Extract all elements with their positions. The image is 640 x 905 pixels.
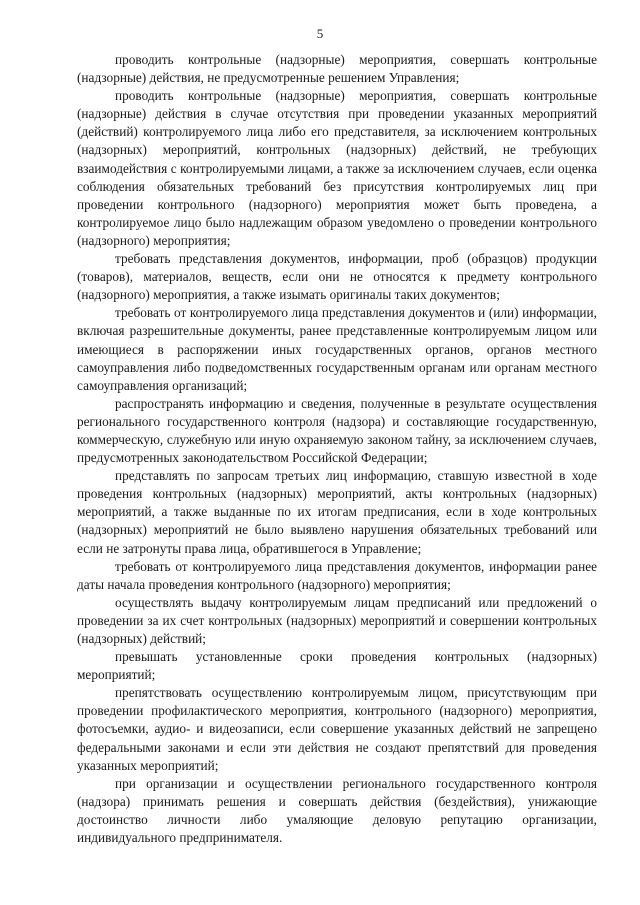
paragraph: требовать представления документов, информации, проб (образцов) продукции (товаров), материалов, веществ, если они не относятся к предмету контрольного (надзорного) мероприятия, а также изымать оригиналы таких документов; bbox=[77, 251, 597, 303]
document-body bbox=[77, 51, 597, 847]
paragraph: проводить контрольные (надзорные) мероприятия, совершать контрольные (надзорные) действия, не предусмотренные решением Управления; bbox=[77, 52, 597, 86]
paragraph: требовать от контролируемого лица представления документов и (или) информации, включая разрешительные документы, ранее представленные контролируемым лицом или имеющиеся в распоряжении иных государственных органов, органов местного самоуправления либо подведомственных государственным органам или органам местного самоуправления организаций; bbox=[77, 305, 597, 393]
paragraph: распространять информацию и сведения, полученные в результате осуществления регионального государственного контроля (надзора) и составляющие государственную, коммерческую, служебную или иную охраняемую законом тайну, за исключением случаев, предусмотренных законодательством Российской Федерации; bbox=[77, 395, 597, 466]
page-number: 5 bbox=[316, 26, 324, 41]
paragraph: при организации и осуществлении регионального государственного контроля (надзора) принимать решения и совершать действия (бездействия), унижающие достоинство личности либо умаляющие деловую репутацию организации, индивидуального предпринимателя. bbox=[77, 775, 597, 846]
paragraph: требовать от контролируемого лица представления документов, информации ранее даты начала проведения контрольного (надзорного) мероприятия; bbox=[77, 558, 597, 592]
paragraph: проводить контрольные (надзорные) мероприятия, совершать контрольные (надзорные) действия в случае отсутствия при проведении указанных мероприятий (действий) контролируемого лица либо его представителя, за исключением контрольных (надзорных) мероприятий, контрольных (надзорных) действий, не требующих взаимодействия с контролируемыми лицами, а также за исключением случаев, если оценка соблюдения обязательных требований без присутствия контролируемых лиц при проведении контрольного (надзорного) мероприятия может быть проведена, а контролируемое лицо было надлежащим образом уведомлено о проведении контрольного (надзорного) мероприятия; bbox=[77, 88, 597, 248]
paragraph: превышать установленные сроки проведения контрольных (надзорных) мероприятий; bbox=[77, 649, 597, 683]
paragraph: представлять по запросам третьих лиц информацию, ставшую известной в ходе проведения контрольных (надзорных) мероприятий, акты контрольных (надзорных) мероприятий, а также выданные по их итогам предписания, если в ходе контрольных (надзорных) мероприятий не было выявлено нарушения обязательных требований или если не затронуты права лица, обратившегося в Управление; bbox=[77, 468, 597, 556]
paragraph: осуществлять выдачу контролируемым лицам предписаний или предложений о проведении за их счет контрольных (надзорных) мероприятий и совершении контрольных (надзорных) действий; bbox=[77, 594, 597, 646]
paragraph: препятствовать осуществлению контролируемым лицом, присутствующим при проведении профилактического мероприятия, контрольного (надзорного) мероприятия, фотосъемки, аудио- и видеозаписи, если совершение указанных действий не запрещено федеральными законами и если эти действия не создают препятствий для проведения указанных мероприятий; bbox=[77, 685, 597, 773]
